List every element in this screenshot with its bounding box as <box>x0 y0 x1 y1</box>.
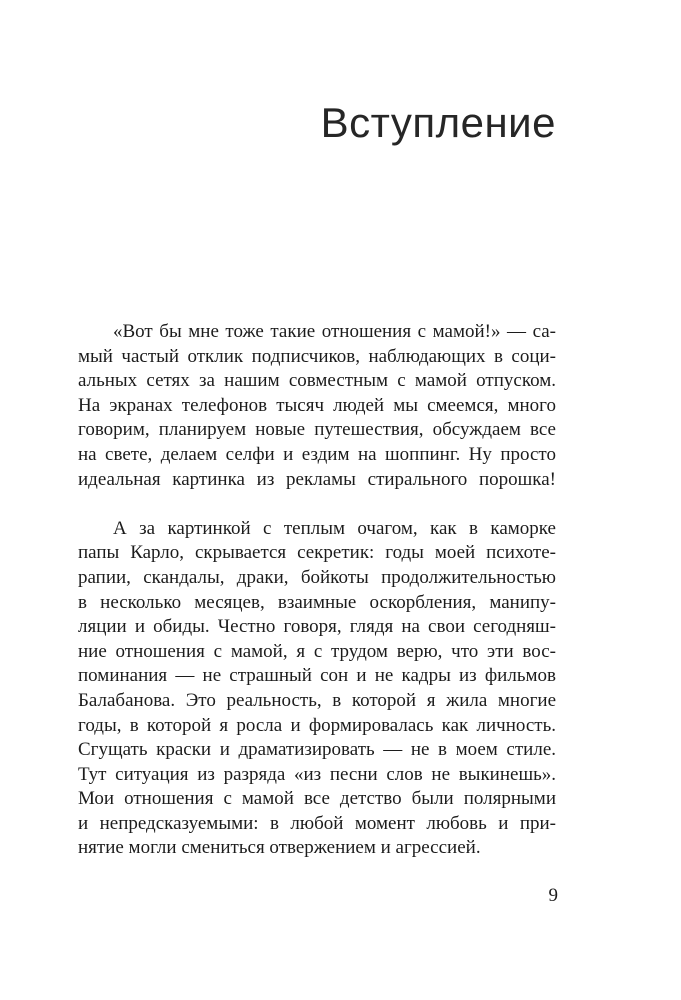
text-line: Тут ситуация из разряда «из песни слов не выкинешь». <box>78 763 556 785</box>
text-line: говорим, планируем новые путешествия, обсуждаем все <box>78 419 556 441</box>
text-line: ние отношения с мамой, я с трудом верю, что эти вос- <box>78 640 556 662</box>
text-line: идеальная картинка из рекламы стирального порошка! <box>78 468 556 490</box>
paragraph-1 <box>78 320 556 492</box>
text-line: папы Карло, скрывается секретик: годы моей психоте- <box>78 542 556 564</box>
text-line: Сгущать краски и драматизировать — не в моем стиле. <box>78 739 556 761</box>
text-line: Балабанова. Это реальность, в которой я жила многие <box>78 689 556 711</box>
text-line: альных сетях за нашим совместным с мамой отпуском. <box>78 370 556 392</box>
text-line: мый частый отклик подписчиков, наблюдающих в соци- <box>78 345 556 367</box>
paragraph-2 <box>78 517 556 861</box>
text-line: и непредсказуемыми: в любой момент любовь и при- <box>78 812 556 834</box>
text-line: Мои отношения с мамой все детство были полярными <box>78 788 556 810</box>
text-line: А за картинкой с теплым очагом, как в каморке <box>113 517 556 539</box>
text-line: На экранах телефонов тысяч людей мы смеемся, много <box>78 394 556 416</box>
text-line: в несколько месяцев, взаимные оскорбления, манипу- <box>78 591 556 613</box>
text-line: рапии, скандалы, драки, бойкоты продолжительностью <box>78 566 556 588</box>
text-line: нятие могли смениться отвержением и агрессией. <box>78 837 481 859</box>
text-line: годы, в которой я росла и формировалась как личность. <box>78 714 556 736</box>
text-line: «Вот бы мне тоже такие отношения с мамой!» — са- <box>113 321 556 342</box>
text-line: поминания — не страшный сон и не кадры из фильмов <box>78 665 556 687</box>
page-number: 9 <box>548 885 558 906</box>
chapter-title: Вступление <box>320 99 556 146</box>
text-line: ляции и обиды. Честно говоря, глядя на свои сегодняш- <box>78 616 556 638</box>
body-text <box>78 320 556 861</box>
text-line: на свете, делаем селфи и ездим на шоппинг. Ну просто <box>78 443 556 465</box>
